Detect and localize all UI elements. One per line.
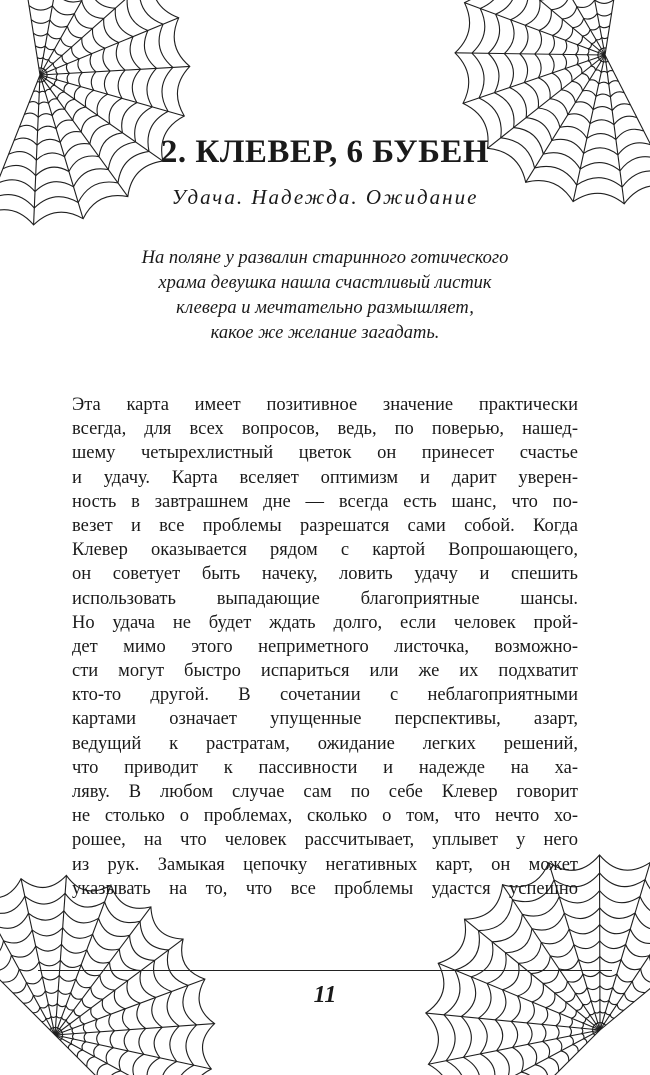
body-line: из рук. Замыкая цепочку негативных карт, он может: [72, 854, 578, 875]
body-line: сти могут быстро испариться или же их подхватит: [72, 661, 578, 682]
body-line: картами означает упущенные перспективы, азарт,: [72, 709, 578, 730]
cobweb-bottom-left: [0, 875, 215, 1075]
body-line: и удачу. Карта вселяет оптимизм и дарит уверен-: [72, 467, 578, 488]
card-description: [72, 393, 578, 901]
body-line: дет мимо этого неприметного листочка, возможно-: [72, 636, 578, 657]
card-epigraph: [80, 246, 570, 346]
card-title: 2. КЛЕВЕР, 6 БУБЕН: [160, 134, 490, 170]
body-line: кто-то другой. В сочетании с неблагоприятными: [72, 685, 578, 706]
body-line: Клевер оказывается рядом с картой Вопрошающего,: [72, 540, 578, 561]
card-keywords: Удача. Надежда. Ожидание: [171, 185, 479, 209]
body-line: ляву. В любом случае сам по себе Клевер говорит: [72, 782, 578, 802]
body-line: он советует быть начеку, ловить удачу и спешить: [72, 564, 578, 585]
epigraph-line: клевера и мечтательно размышляет,: [176, 298, 474, 318]
body-line: рошее, на что человек рассчитывает, уплывет у него: [72, 830, 578, 851]
epigraph-line: храма девушка нашла счастливый листик: [158, 273, 492, 293]
body-line: ведущий к растратам, ожидание легких решений,: [72, 733, 578, 754]
body-line: везет и все проблемы разрешатся сами собой. Когда: [72, 515, 578, 536]
body-line: не столько о проблемах, сколько о том, что нечто хо-: [72, 806, 578, 827]
page-number: 11: [313, 982, 337, 1008]
body-line: ность в завтрашнем дне — всегда есть шанс, что по-: [72, 491, 578, 512]
body-line: шему четырехлистный цветок он принесет счастье: [72, 443, 578, 464]
body-line: указывать на то, что все проблемы удастся успешно: [72, 878, 578, 899]
footer-divider: [38, 970, 612, 971]
cobweb-top-right: [455, 0, 650, 204]
body-line: что приводит к пассивности и надежде на ха-: [72, 757, 578, 778]
body-line: использовать выпадающие благоприятные шансы.: [72, 588, 578, 609]
epigraph-line: На поляне у развалин старинного готического: [141, 248, 509, 268]
body-line: всегда, для всех вопросов, ведь, по поверью, нашед-: [72, 419, 578, 440]
body-line: Но удача не будет ждать долго, если человек прой-: [72, 612, 578, 633]
epigraph-line: какое же желание загадать.: [210, 323, 440, 343]
body-line: Эта карта имеет позитивное значение практически: [72, 395, 578, 415]
